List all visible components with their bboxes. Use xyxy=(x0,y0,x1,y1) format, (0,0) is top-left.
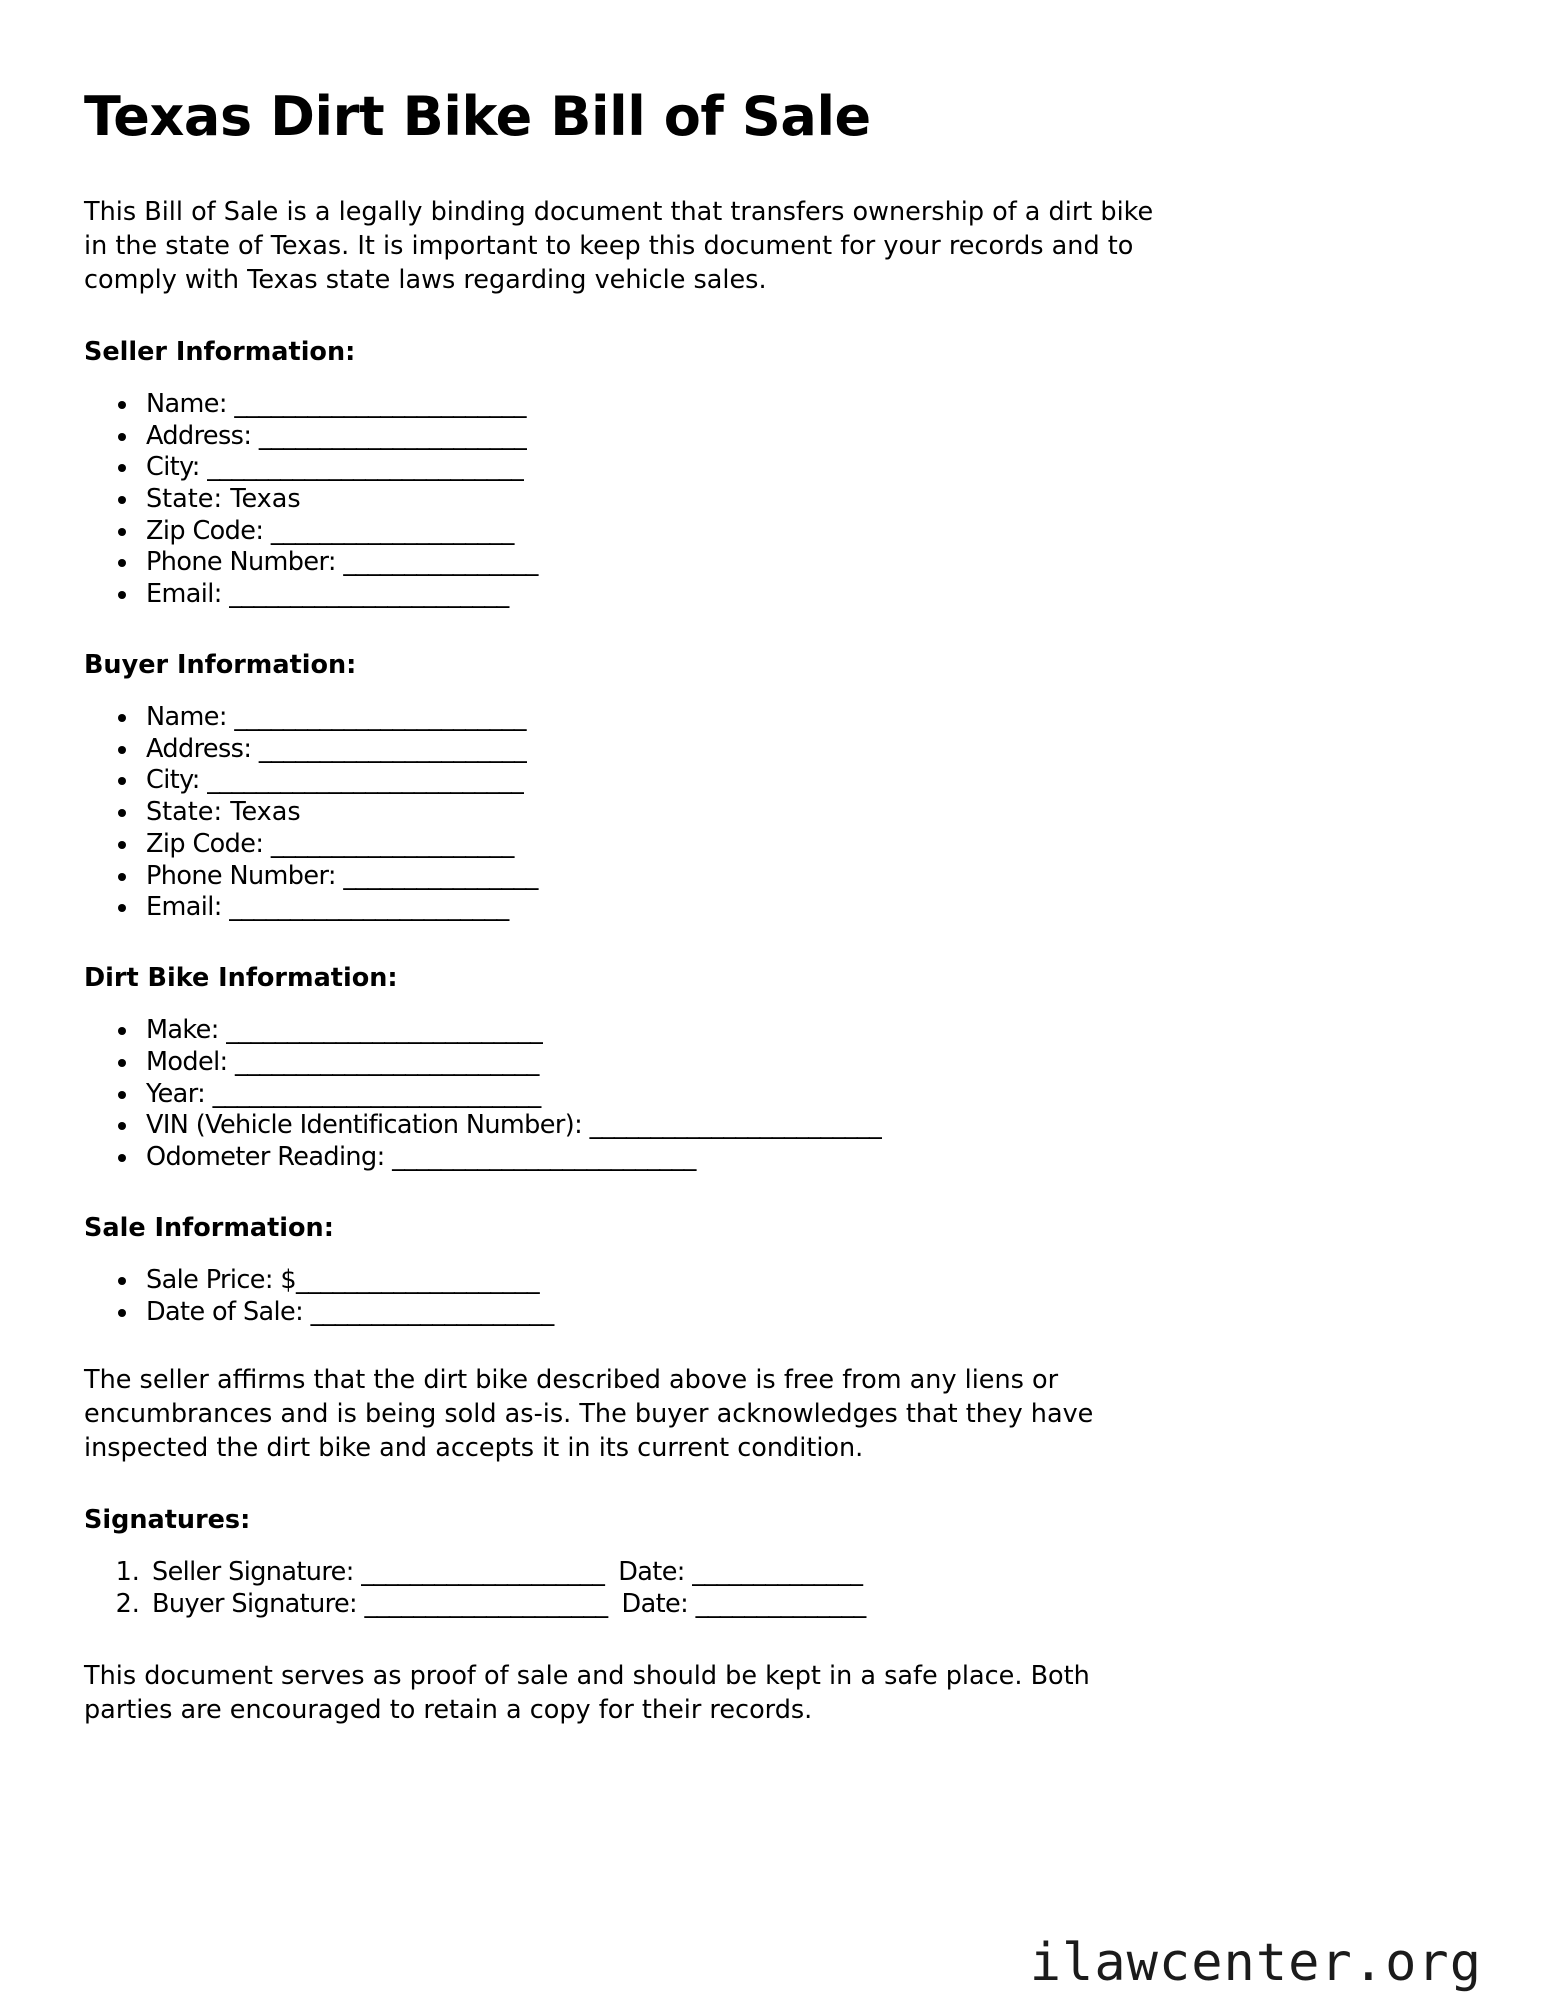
seller-city-field[interactable]: City: __________________________ xyxy=(146,452,524,483)
bike-odometer-field[interactable]: Odometer Reading: _________________________ xyxy=(146,1142,696,1173)
seller-address-field[interactable]: Address: ______________________ xyxy=(146,420,527,451)
buyer-name-field[interactable]: Name: ________________________ xyxy=(146,701,526,732)
seller-field-list xyxy=(84,389,1470,611)
intro-paragraph: This Bill of Sale is a legally binding document that transfers ownership of a dirt bike in the state of Texas. It is important to keep this document for your records and to comply with Texas state laws regarding vehicle sales. xyxy=(84,197,1154,295)
list-item xyxy=(140,797,1470,829)
list-item xyxy=(140,1297,1470,1329)
list-item xyxy=(140,1079,1470,1111)
list-item xyxy=(148,1589,1470,1621)
list-item xyxy=(140,734,1470,766)
list-item xyxy=(140,579,1470,611)
seller-signature-field[interactable]: Seller Signature: ____________________ xyxy=(152,1556,605,1587)
sale-field-list xyxy=(84,1265,1470,1328)
list-item xyxy=(148,1557,1470,1589)
buyer-field-list xyxy=(84,702,1470,924)
list-item xyxy=(140,1142,1470,1174)
list-item xyxy=(140,421,1470,453)
seller-zip-field[interactable]: Zip Code: ____________________ xyxy=(146,515,514,546)
list-item xyxy=(140,765,1470,797)
buyer-zip-field[interactable]: Zip Code: ____________________ xyxy=(146,828,514,859)
list-item xyxy=(140,484,1470,516)
buyer-signature-date-field[interactable]: Date: ______________ xyxy=(621,1588,866,1619)
dirt-bike-field-list xyxy=(84,1015,1470,1174)
signature-list xyxy=(84,1557,1470,1620)
bike-model-field[interactable]: Model: _________________________ xyxy=(146,1046,539,1077)
list-item xyxy=(140,1265,1470,1297)
list-item xyxy=(140,1047,1470,1079)
buyer-state-value: State: Texas xyxy=(146,797,301,828)
buyer-email-field[interactable]: Email: _______________________ xyxy=(146,892,509,923)
seller-email-field[interactable]: Email: _______________________ xyxy=(146,579,509,610)
seller-signature-date-field[interactable]: Date: ______________ xyxy=(618,1556,863,1587)
list-item xyxy=(140,389,1470,421)
buyer-information-heading: Buyer Information: xyxy=(84,649,357,680)
sale-information-heading: Sale Information: xyxy=(84,1212,334,1243)
sale-price-field[interactable]: Sale Price: $____________________ xyxy=(146,1264,540,1295)
list-item xyxy=(140,1015,1470,1047)
buyer-phone-field[interactable]: Phone Number: ________________ xyxy=(146,860,538,891)
seller-information-heading: Seller Information: xyxy=(84,336,356,367)
site-watermark: ilawcenter.org xyxy=(1029,1933,1482,1993)
list-item xyxy=(140,1110,1470,1142)
list-item xyxy=(140,516,1470,548)
list-item xyxy=(140,547,1470,579)
buyer-address-field[interactable]: Address: ______________________ xyxy=(146,733,527,764)
page-title: Texas Dirt Bike Bill of Sale xyxy=(84,85,871,148)
list-item xyxy=(140,702,1470,734)
buyer-signature-field[interactable]: Buyer Signature: ____________________ xyxy=(152,1588,608,1619)
closing-paragraph: This document serves as proof of sale and should be kept in a safe place. Both parties are encouraged to retain a copy for their records. xyxy=(84,1661,1090,1726)
list-item xyxy=(140,892,1470,924)
seller-state-value: State: Texas xyxy=(146,484,301,515)
seller-name-field[interactable]: Name: ________________________ xyxy=(146,388,526,419)
bike-year-field[interactable]: Year: ___________________________ xyxy=(146,1078,541,1109)
sale-date-field[interactable]: Date of Sale: ____________________ xyxy=(146,1296,554,1327)
list-item xyxy=(140,861,1470,893)
dirt-bike-information-heading: Dirt Bike Information: xyxy=(84,963,398,994)
list-item xyxy=(140,452,1470,484)
seller-phone-field[interactable]: Phone Number: ________________ xyxy=(146,547,538,578)
signatures-heading: Signatures: xyxy=(84,1504,251,1535)
affirmation-paragraph: The seller affirms that the dirt bike described above is free from any liens or encumbrances and is being sold as-is. The buyer acknowledges that they have inspected the dirt bike and accepts it in its current condition. xyxy=(84,1365,1094,1464)
bike-vin-field[interactable]: VIN (Vehicle Identification Number): ________________________ xyxy=(146,1110,882,1141)
list-item xyxy=(140,829,1470,861)
buyer-city-field[interactable]: City: __________________________ xyxy=(146,765,524,796)
bike-make-field[interactable]: Make: __________________________ xyxy=(146,1015,543,1046)
